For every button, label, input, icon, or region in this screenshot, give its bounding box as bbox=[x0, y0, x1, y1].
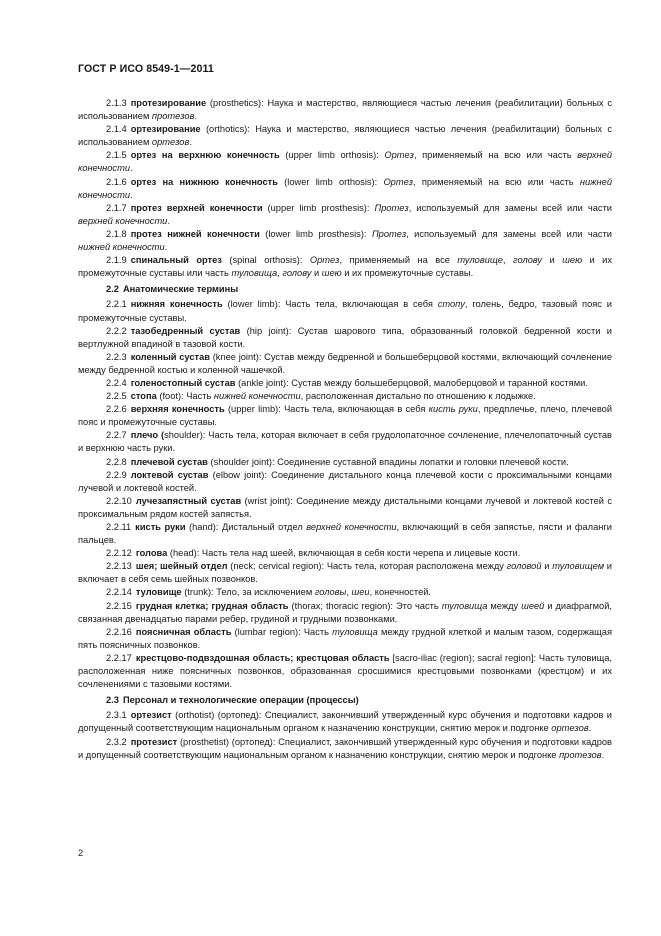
definition-text: . bbox=[189, 137, 192, 148]
definition-text: , включающий в себя запястье, пясти и фаланги пальцев. bbox=[78, 522, 612, 546]
cross-reference: верхней конечности bbox=[78, 215, 168, 226]
definition-text: и включает в себя семь шейных позвонков. bbox=[78, 561, 613, 585]
term-name: ортез на нижнюю конечность bbox=[130, 176, 278, 187]
term-entry-2-1-7 bbox=[78, 202, 612, 228]
definition-text: (head): Часть тела над шеей, включающая в себя кости черепа и лицевые кости. bbox=[167, 548, 521, 559]
term-name: протезист bbox=[130, 736, 178, 747]
term-name: ортезист bbox=[130, 710, 172, 721]
term-name: голова bbox=[135, 548, 168, 559]
definition-text: . bbox=[601, 749, 605, 760]
definition-text: и диафрагмой, связанная двенадцатью парами ребер, грудиной и грудными позвонками. bbox=[78, 600, 613, 624]
term-name: голеностопный сустав bbox=[130, 377, 236, 388]
term-entry-2-1-6 bbox=[78, 176, 612, 202]
definition-text: и bbox=[311, 268, 322, 279]
cross-reference: нижней конечности bbox=[78, 176, 613, 200]
term-entry-2-2-15 bbox=[78, 600, 612, 626]
definition-text: (trunk): Тело, за исключением bbox=[181, 587, 315, 598]
definition-text: (orthotist) (ортопед): Специалист, закончивший утвержденный курс обучения и подготовки кадров и допущенный соответствующим национальным органом к назначению конструкции, снятию мерок и подгонке bbox=[78, 710, 612, 734]
term-entry-2-1-4 bbox=[78, 123, 612, 149]
definition-text: . bbox=[164, 242, 168, 253]
definition-text: и bbox=[541, 561, 553, 572]
definition-text: shoulder): Часть тела, которая включает в себя грудолопаточное сочленение, плечелопаточный сустав и верхнюю часть руки. bbox=[78, 430, 612, 454]
definition-text: и их промежуточные суставы или часть bbox=[78, 255, 613, 279]
clause-number: 2.2.9 bbox=[106, 469, 127, 480]
definition-text: . bbox=[130, 189, 133, 200]
definition-text: [sacro-iliac (region); sacral region]: Часть туловища, расположенная ниже поясничных позвонков, образованная сросшимися крестцовыми позвонками (крестцом) и их сочленениями с тазовыми костями. bbox=[78, 652, 612, 690]
clause-number: 2.1.9 bbox=[106, 255, 127, 266]
cross-reference: протезов bbox=[559, 749, 602, 760]
term-name: кисть руки bbox=[135, 522, 186, 532]
term-entry-2-1-8 bbox=[78, 228, 612, 254]
clause-number: 2.2.17 bbox=[106, 652, 132, 663]
definition-text: , применяемый на всю или часть bbox=[413, 150, 578, 161]
clause-number: 2.2.12 bbox=[106, 548, 132, 559]
term-name: верхняя конечность bbox=[130, 404, 225, 415]
term-name: нижняя конечность bbox=[130, 299, 223, 310]
clause-number: 2.2.2 bbox=[106, 325, 127, 336]
term-name: коленный сустав bbox=[130, 351, 210, 362]
definition-text: . bbox=[167, 215, 170, 226]
definition-text: (lower limb prosthesis): bbox=[259, 228, 372, 239]
definition-text: , расположенная дистально по отношению к лодыжке. bbox=[300, 391, 536, 402]
cross-reference: ортезов bbox=[151, 137, 190, 148]
term-entry-2-2-3 bbox=[78, 351, 612, 377]
definition-text: , используемый для замены всей или части bbox=[408, 202, 612, 213]
cross-reference: нижней конечности bbox=[213, 391, 301, 402]
section-number: 2.3 bbox=[106, 695, 119, 706]
cross-reference: головой bbox=[506, 561, 542, 572]
term-name: туловище bbox=[135, 587, 182, 598]
definition-text: , применяемый на все bbox=[339, 255, 458, 266]
definition-text: между грудной клеткой и малым тазом, содержащая пять поясничных позвонков. bbox=[78, 626, 612, 650]
definition-text: (elbow joint): Соединение дистального конца плечевой кости с проксимальными концами лучевой и локтевой костей. bbox=[78, 469, 612, 493]
cross-reference: шею bbox=[562, 255, 583, 266]
definition-text: (orthotics): Наука и мастерство, являющиеся частью лечения (реабилитации) больных с использованием bbox=[78, 124, 612, 148]
term-name: спинальный ортез bbox=[130, 255, 222, 266]
cross-reference: Протез bbox=[374, 202, 409, 213]
term-name: поясничная область bbox=[135, 626, 232, 637]
term-entry-2-2-1 bbox=[78, 298, 612, 324]
term-entry-2-3-1 bbox=[78, 709, 612, 735]
page-number: 2 bbox=[78, 848, 84, 858]
definition-text: (wrist joint): Соединение между дистальными концами лучевой и локтевой костей с проксимальным рядом костей запястья. bbox=[78, 495, 612, 519]
term-name: протез верхней конечности bbox=[130, 202, 263, 213]
definition-text: , bbox=[502, 255, 514, 266]
definition-text: (lower limb): Часть тела, включающая в себя bbox=[222, 299, 438, 310]
definition-text: (spinal orthosis): bbox=[221, 255, 310, 266]
cross-reference: стопу bbox=[437, 299, 465, 310]
definition-text: (upper limb prosthesis): bbox=[262, 202, 375, 213]
cross-reference: нижней конечности bbox=[78, 242, 165, 253]
term-entry-2-2-6 bbox=[78, 403, 612, 429]
term-name: ортезирование bbox=[130, 124, 201, 135]
section-number: 2.2 bbox=[106, 284, 119, 295]
term-name: ортез на верхнюю конечность bbox=[130, 150, 280, 161]
clause-number: 2.1.7 bbox=[106, 202, 127, 213]
definition-text: . bbox=[588, 723, 592, 734]
definition-text: (neck; cervical region): Часть тела, которая расположена между bbox=[227, 561, 507, 572]
clause-number: 2.2.13 bbox=[106, 561, 132, 572]
cross-reference: туловищем bbox=[552, 561, 605, 572]
term-name: протезирование bbox=[130, 98, 207, 108]
cross-reference: ортезов bbox=[551, 723, 589, 734]
clause-number: 2.1.3 bbox=[106, 98, 127, 108]
clause-number: 2.2.14 bbox=[106, 587, 132, 598]
term-entry-2-2-14 bbox=[78, 586, 612, 599]
term-entry-2-3-2 bbox=[78, 736, 612, 762]
term-name: лучезапястный сустав bbox=[135, 495, 242, 506]
clause-number: 2.2.10 bbox=[106, 495, 132, 506]
clause-number: 2.3.1 bbox=[106, 710, 127, 721]
term-entry-2-1-9 bbox=[78, 254, 612, 280]
term-entry-2-2-10 bbox=[78, 495, 612, 521]
term-entry-2-2-12 bbox=[78, 547, 612, 560]
section-title: Персонал и технологические операции (процессы) bbox=[122, 695, 359, 706]
term-name: тазобедренный сустав bbox=[130, 325, 241, 336]
definition-text: (knee joint): Сустав между бедренной и большеберцовой костями, включающий сочленение между бедренной костью и коленной чашечкой. bbox=[78, 351, 612, 375]
clause-number: 2.2.4 bbox=[106, 377, 127, 388]
clause-number: 2.2.5 bbox=[106, 391, 127, 402]
definition-text: , bbox=[277, 268, 283, 279]
clause-number: 2.1.4 bbox=[106, 124, 127, 135]
cross-reference: туловища bbox=[441, 600, 488, 611]
definition-text: (lower limb orthosis): bbox=[277, 176, 384, 187]
clause-number: 2.2.11 bbox=[106, 522, 132, 532]
cross-reference: Ортез bbox=[309, 255, 340, 266]
definition-text: , предплечье, плечо, плечевой пояс и промежуточные суставы. bbox=[78, 404, 613, 428]
term-entry-2-1-3 bbox=[78, 97, 612, 123]
term-name: локтевой сустав bbox=[130, 469, 209, 480]
cross-reference: верхней конечности bbox=[306, 522, 397, 532]
definition-text: (hand): Дистальный отдел bbox=[185, 522, 307, 532]
definition-text: (prosthetics): Наука и мастерство, являющиеся частью лечения (реабилитации) больных с использованием bbox=[78, 98, 612, 122]
cross-reference: Ортез bbox=[383, 176, 413, 187]
definition-text: (shoulder joint): Соединение суставной впадины лопатки и головки плечевой кости. bbox=[207, 456, 569, 467]
term-name: стопа bbox=[130, 391, 157, 402]
definition-text: . bbox=[130, 163, 133, 174]
clause-number: 2.1.8 bbox=[106, 228, 127, 239]
cross-reference: шеей bbox=[521, 600, 545, 611]
clause-number: 2.2.3 bbox=[106, 351, 127, 362]
term-entry-2-2-16 bbox=[78, 626, 612, 652]
definition-text: , bbox=[346, 587, 352, 598]
term-entry-2-2-5 bbox=[78, 390, 612, 403]
cross-reference: шею bbox=[321, 268, 342, 279]
term-entry-2-2-11 bbox=[78, 521, 612, 547]
definition-text: . bbox=[194, 111, 198, 122]
document-header: ГОСТ Р ИСО 8549-1—2011 bbox=[78, 63, 214, 75]
definition-text: (thorax; thoracic region): Это часть bbox=[288, 600, 442, 611]
cross-reference: шеи bbox=[351, 587, 370, 598]
term-name: крестцово-подвздошная область; крестцовая область bbox=[135, 652, 390, 663]
term-name: протез нижней конечности bbox=[130, 228, 260, 239]
section-title: Анатомические термины bbox=[122, 284, 239, 295]
clause-number: 2.2.16 bbox=[106, 626, 132, 637]
clause-number: 2.2.8 bbox=[106, 456, 127, 467]
definition-text: и bbox=[542, 255, 563, 266]
definition-text: (hip joint): Сустав шарового типа, образованный головкой бедренной кости и вертлужной впадиной в тазовой кости. bbox=[78, 325, 612, 349]
cross-reference: туловища bbox=[231, 268, 278, 279]
document-body bbox=[78, 97, 612, 762]
cross-reference: кисть руки bbox=[428, 404, 478, 415]
cross-reference: Ортез bbox=[384, 150, 414, 161]
clause-number: 2.2.15 bbox=[106, 600, 132, 611]
definition-text: (upper limb): Часть тела, включающая в себя bbox=[224, 404, 429, 415]
term-name: плечевой сустав bbox=[130, 456, 208, 467]
definition-text: между bbox=[487, 600, 522, 611]
cross-reference: верхней конечности bbox=[78, 150, 613, 174]
definition-text: и их промежуточные суставы. bbox=[341, 268, 474, 279]
definition-text: , голень, бедро, тазовый пояс и промежуточные суставы. bbox=[78, 299, 612, 323]
definition-text: (ankle joint): Сустав между большеберцовой, малоберцовой и таранной костями. bbox=[235, 377, 588, 388]
cross-reference: Протез bbox=[371, 228, 407, 239]
cross-reference: туловища bbox=[332, 626, 378, 637]
section-heading-2-2 bbox=[78, 283, 612, 296]
cross-reference: голову bbox=[282, 268, 312, 279]
cross-reference: голову bbox=[513, 255, 543, 266]
definition-text: , используемый для замены всей или части bbox=[406, 228, 612, 239]
clause-number: 2.2.6 bbox=[106, 404, 127, 415]
cross-reference: протезов bbox=[151, 111, 195, 122]
term-entry-2-2-8 bbox=[78, 456, 612, 469]
term-name: грудная клетка; грудная область bbox=[135, 600, 289, 611]
cross-reference: головы bbox=[314, 587, 347, 598]
clause-number: 2.3.2 bbox=[106, 736, 127, 747]
clause-number: 2.1.6 bbox=[106, 176, 127, 187]
term-name: шея; шейный отдел bbox=[135, 561, 228, 572]
definition-text: (lumbar region): Часть bbox=[231, 626, 333, 637]
term-entry-2-2-2 bbox=[78, 325, 612, 351]
clause-number: 2.2.7 bbox=[106, 430, 127, 441]
term-entry-2-2-9 bbox=[78, 469, 612, 495]
clause-number: 2.1.5 bbox=[106, 150, 127, 161]
term-entry-2-2-13 bbox=[78, 560, 612, 586]
definition-text: , конечностей. bbox=[369, 587, 432, 598]
term-entry-2-2-17 bbox=[78, 652, 612, 691]
definition-text: , применяемый на всю или часть bbox=[413, 176, 580, 187]
term-entry-2-1-5 bbox=[78, 149, 612, 175]
term-name: плечо ( bbox=[130, 430, 165, 441]
clause-number: 2.2.1 bbox=[106, 299, 127, 310]
term-entry-2-2-7 bbox=[78, 429, 612, 455]
cross-reference: туловище bbox=[457, 255, 503, 266]
section-heading-2-3 bbox=[78, 694, 612, 707]
definition-text: (foot): Часть bbox=[156, 391, 214, 402]
term-entry-2-2-4 bbox=[78, 377, 612, 390]
definition-text: (prosthetist) (ортопед): Специалист, закончивший утвержденный курс обучения и подготовки кадров и допущенный соответствующим национальным органом к назначению конструкции, снятию мерок и подгонке bbox=[78, 736, 612, 760]
definition-text: (upper limb orthosis): bbox=[279, 150, 385, 161]
